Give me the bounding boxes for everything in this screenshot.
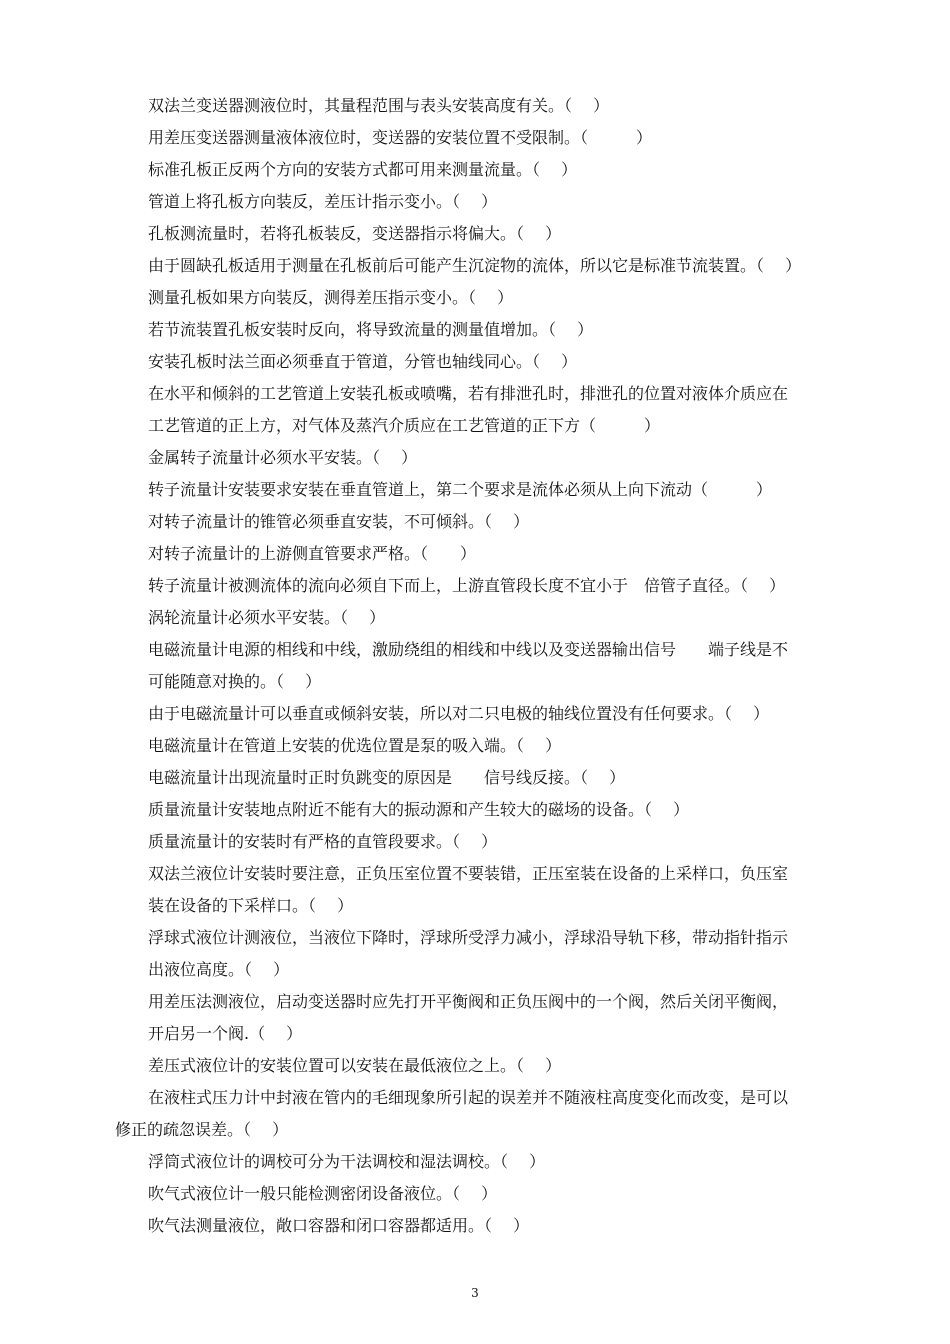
question-text-line: 双法兰变送器测液位时，其量程范围与表头安装高度有关。（ ） xyxy=(148,96,610,115)
question-item xyxy=(0,122,950,154)
question-text-line: 开启另一个阀.（ ） xyxy=(148,1024,303,1043)
question-text-line: 可能随意对换的。（ ） xyxy=(148,672,322,691)
question-text-line: 由于电磁流量计可以垂直或倾斜安装，所以对二只电极的轴线位置没有任何要求。（ ） xyxy=(148,704,770,723)
question-item xyxy=(0,634,950,698)
question-text-line: 若节流装置孔板安装时反向，将导致流量的测量值增加。（ ） xyxy=(148,320,594,339)
question-item xyxy=(0,826,950,858)
question-text-line: 在液柱式压力计中封液在管内的毛细现象所引起的误差并不随液柱高度变化而改变，是可以 xyxy=(148,1088,789,1107)
question-text-line: 吹气式液位计一般只能检测密闭设备液位。（ ） xyxy=(148,1184,498,1203)
question-item xyxy=(0,506,950,538)
question-item xyxy=(0,1210,950,1242)
question-item xyxy=(0,250,950,282)
question-text-line: 对转子流量计的上游侧直管要求严格。（ ） xyxy=(148,544,477,563)
question-text-line: 由于圆缺孔板适用于测量在孔板前后可能产生沉淀物的流体，所以它是标准节流装置。（ ） xyxy=(148,256,802,275)
question-text-line: 金属转子流量计必须水平安装。（ ） xyxy=(148,448,418,467)
question-item xyxy=(0,346,950,378)
question-text-line: 差压式液位计的安装位置可以安装在最低液位之上。（ ） xyxy=(148,1056,562,1075)
question-item xyxy=(0,730,950,762)
question-text-line: 吹气法测量液位，敞口容器和闭口容器都适用。（ ） xyxy=(148,1216,530,1235)
question-item xyxy=(0,218,950,250)
question-text-line: 用差压法测液位，启动变送器时应先打开平衡阀和正负压阀中的一个阀，然后关闭平衡阀， xyxy=(148,992,789,1011)
question-text-line: 测量孔板如果方向装反，测得差压指示变小。（ ） xyxy=(148,288,514,307)
question-item xyxy=(0,698,950,730)
question-text-line: 对转子流量计的锥管必须垂直安装，不可倾斜。（ ） xyxy=(148,512,530,531)
question-text-line: 安装孔板时法兰面必须垂直于管道，分管也轴线同心。（ ） xyxy=(148,352,578,371)
question-item xyxy=(0,570,950,602)
question-text-line: 孔板测流量时，若将孔板装反，变送器指示将偏大。（ ） xyxy=(148,224,562,243)
question-item xyxy=(0,474,950,506)
question-text-line: 在水平和倾斜的工艺管道上安装孔板或喷嘴，若有排泄孔时，排泄孔的位置对液体介质应在 xyxy=(148,384,789,403)
question-item xyxy=(0,538,950,570)
question-item xyxy=(0,1082,950,1146)
question-item xyxy=(0,90,950,122)
question-text-line: 双法兰液位计安装时要注意，正负压室位置不要装错，正压室装在设备的上采样口，负压室 xyxy=(148,864,789,883)
question-text-line: 转子流量计被测流体的流向必须自下而上，上游直管段长度不宜小于 倍管子直径。（ ） xyxy=(148,576,786,595)
question-item xyxy=(0,922,950,986)
question-text-line: 质量流量计安装地点附近不能有大的振动源和产生较大的磁场的设备。（ ） xyxy=(148,800,690,819)
page-number: 3 xyxy=(471,1286,479,1300)
question-item xyxy=(0,762,950,794)
question-item xyxy=(0,1146,950,1178)
question-item xyxy=(0,1178,950,1210)
question-text-line: 电磁流量计在管道上安装的优选位置是泵的吸入端。（ ） xyxy=(148,736,562,755)
question-item xyxy=(0,986,950,1050)
question-text-line: 转子流量计安装要求安装在垂直管道上，第二个要求是流体必须从上向下流动（ ） xyxy=(148,480,773,499)
question-text-line: 修正的疏忽误差。（ ） xyxy=(115,1120,289,1139)
question-item xyxy=(0,1050,950,1082)
question-item xyxy=(0,602,950,634)
question-text-line: 浮筒式液位计的调校可分为干法调校和湿法调校。（ ） xyxy=(148,1152,546,1171)
question-text-line: 用差压变送器测量液体液位时，变送器的安装位置不受限制。（ ） xyxy=(148,128,653,147)
question-list xyxy=(0,90,950,1242)
question-item xyxy=(0,858,950,922)
question-text-line: 浮球式液位计测液位，当液位下降时，浮球所受浮力减小，浮球沿导轨下移，带动指针指示 xyxy=(148,928,789,947)
question-text-line: 出液位高度。（ ） xyxy=(148,960,290,979)
question-item xyxy=(0,314,950,346)
question-text-line: 管道上将孔板方向装反，差压计指示变小。（ ） xyxy=(148,192,498,211)
question-item xyxy=(0,186,950,218)
question-text-line: 电磁流量计电源的相线和中线，激励绕组的相线和中线以及变送器输出信号 端子线是不 xyxy=(148,640,789,659)
question-item xyxy=(0,154,950,186)
question-item xyxy=(0,378,950,442)
question-text-line: 质量流量计的安装时有严格的直管段要求。（ ） xyxy=(148,832,498,851)
question-item xyxy=(0,282,950,314)
question-text-line: 装在设备的下采样口。（ ） xyxy=(148,896,354,915)
question-item xyxy=(0,442,950,474)
question-text-line: 电磁流量计出现流量时正时负跳变的原因是 信号线反接。（ ） xyxy=(148,768,626,787)
question-item xyxy=(0,794,950,826)
question-text-line: 标准孔板正反两个方向的安装方式都可用来测量流量。（ ） xyxy=(148,160,578,179)
question-text-line: 工艺管道的正上方，对气体及蒸汽介质应在工艺管道的正下方（ ） xyxy=(148,416,661,435)
question-text-line: 涡轮流量计必须水平安装。（ ） xyxy=(148,608,386,627)
